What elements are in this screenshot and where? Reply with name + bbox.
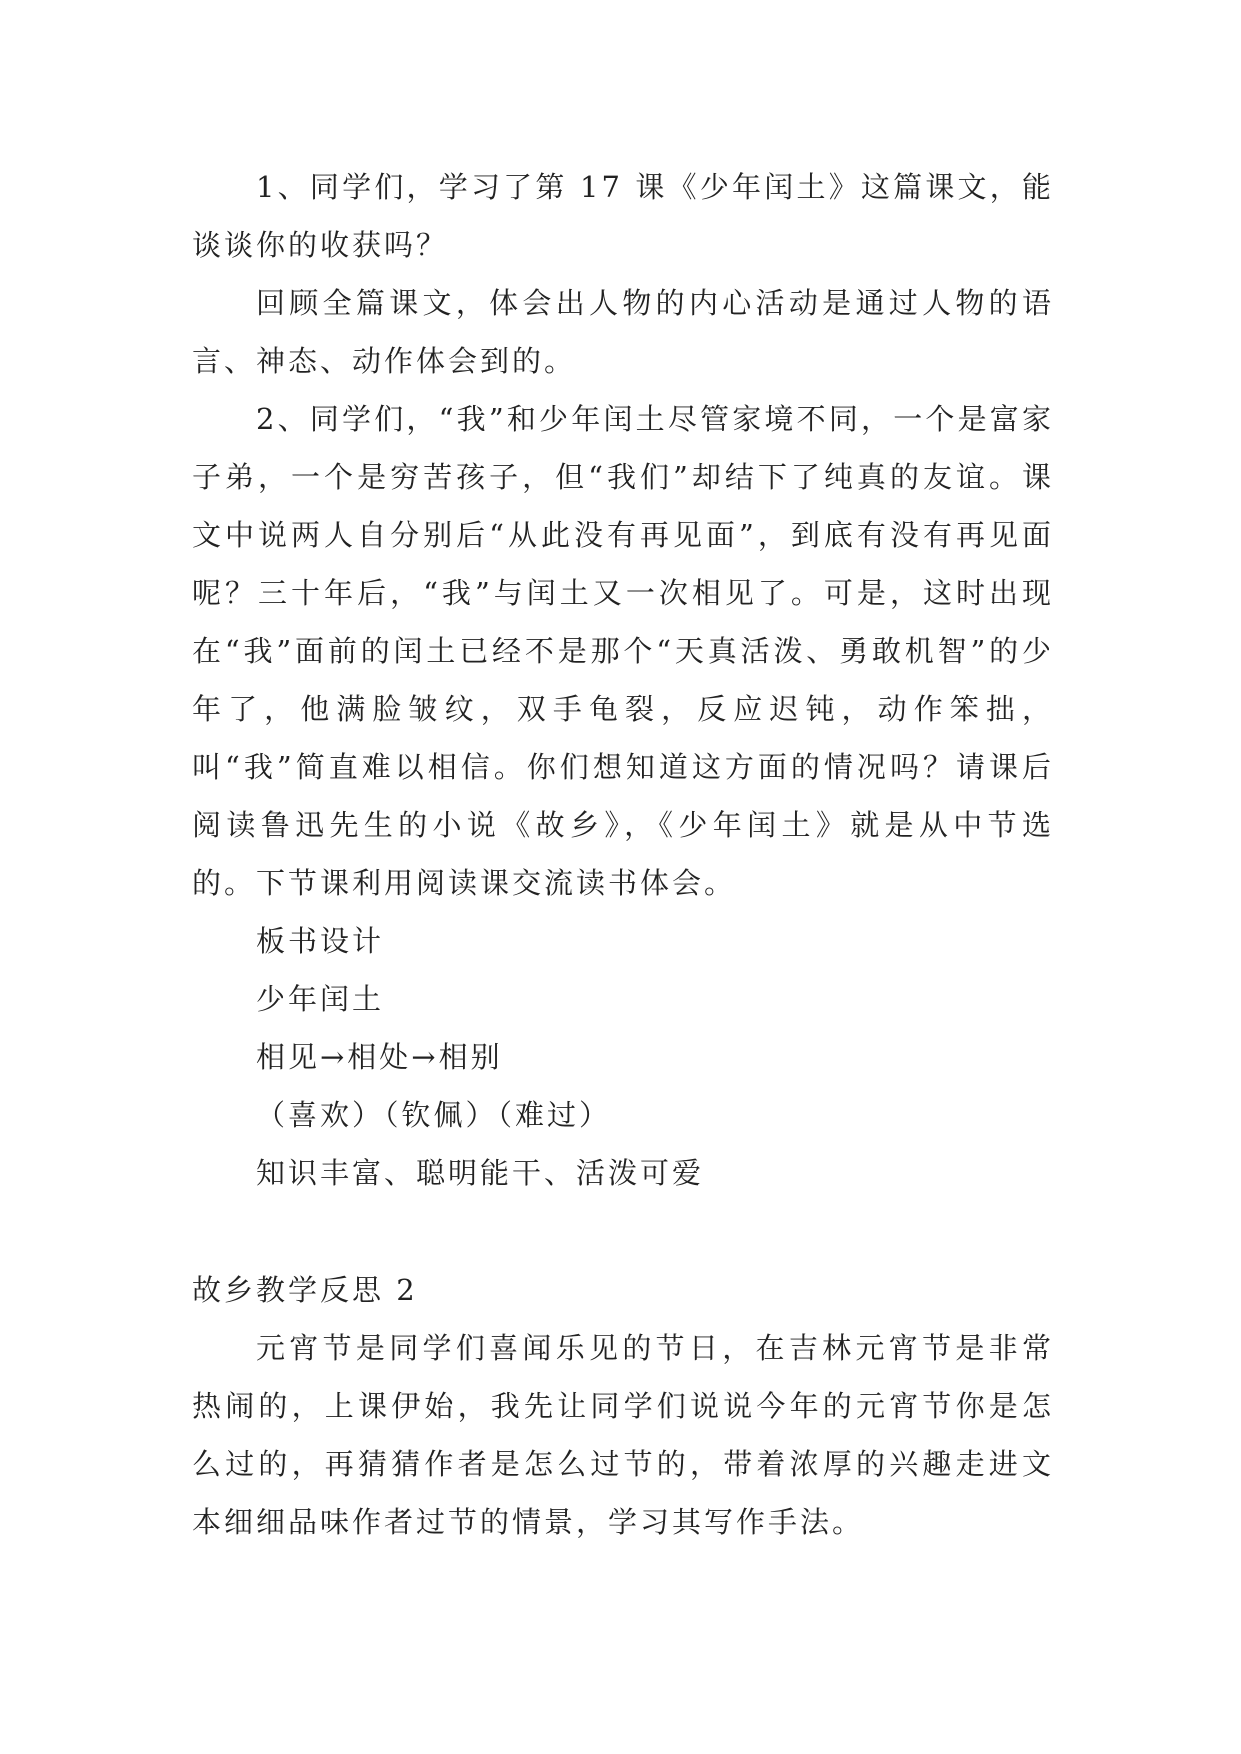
paragraph-answer-1: 回顾全篇课文，体会出人物的内心活动是通过人物的语言、神态、动作体会到的。 — [192, 286, 1054, 378]
board-design-feelings: （喜欢）（钦佩）（难过） — [256, 1098, 612, 1132]
board-design-title: 少年闰土 — [256, 982, 385, 1016]
board-design-traits: 知识丰富、聪明能干、活泼可爱 — [256, 1156, 705, 1190]
lesson-text — [192, 158, 1054, 1202]
reflection-paragraph: 元宵节是同学们喜闻乐见的节日，在吉林元宵节是非常热闹的，上课伊始，我先让同学们说说今年的元宵节你是怎么过的，再猜猜作者是怎么过节的，带着浓厚的兴趣走进文本细细品味作者过节的情景，学习其写作手法。 — [192, 1331, 1054, 1539]
section-title: 故乡教学反思 2 — [192, 1273, 418, 1307]
board-design-flow: 相见→相处→相别 — [256, 1040, 503, 1074]
reflection-section — [192, 1261, 1054, 1551]
paragraph-question-1: 1、同学们，学习了第 17 课《少年闰土》这篇课文，能谈谈你的收获吗？ — [192, 170, 1054, 262]
board-design-heading: 板书设计 — [256, 924, 385, 958]
paragraph-question-2: 2、同学们，“我”和少年闰土尽管家境不同，一个是富家子弟，一个是穷苦孩子，但“我们”却结下了纯真的友谊。课文中说两人自分别后“从此没有再见面”，到底有没有再见面呢？三十年后，“我”与闰土又一次相见了。可是，这时出现在“我”面前的闰土已经不是那个“天真活泼、勇敢机智”的少年了，他满脸皱纹，双手龟裂，反应迟钝，动作笨拙，叫“我”简直难以相信。你们想知道这方面的情况吗？请课后阅读鲁迅先生的小说《故乡》，《少年闰土》就是从中节选的。下节课利用阅读课交流读书体会。 — [192, 402, 1054, 900]
